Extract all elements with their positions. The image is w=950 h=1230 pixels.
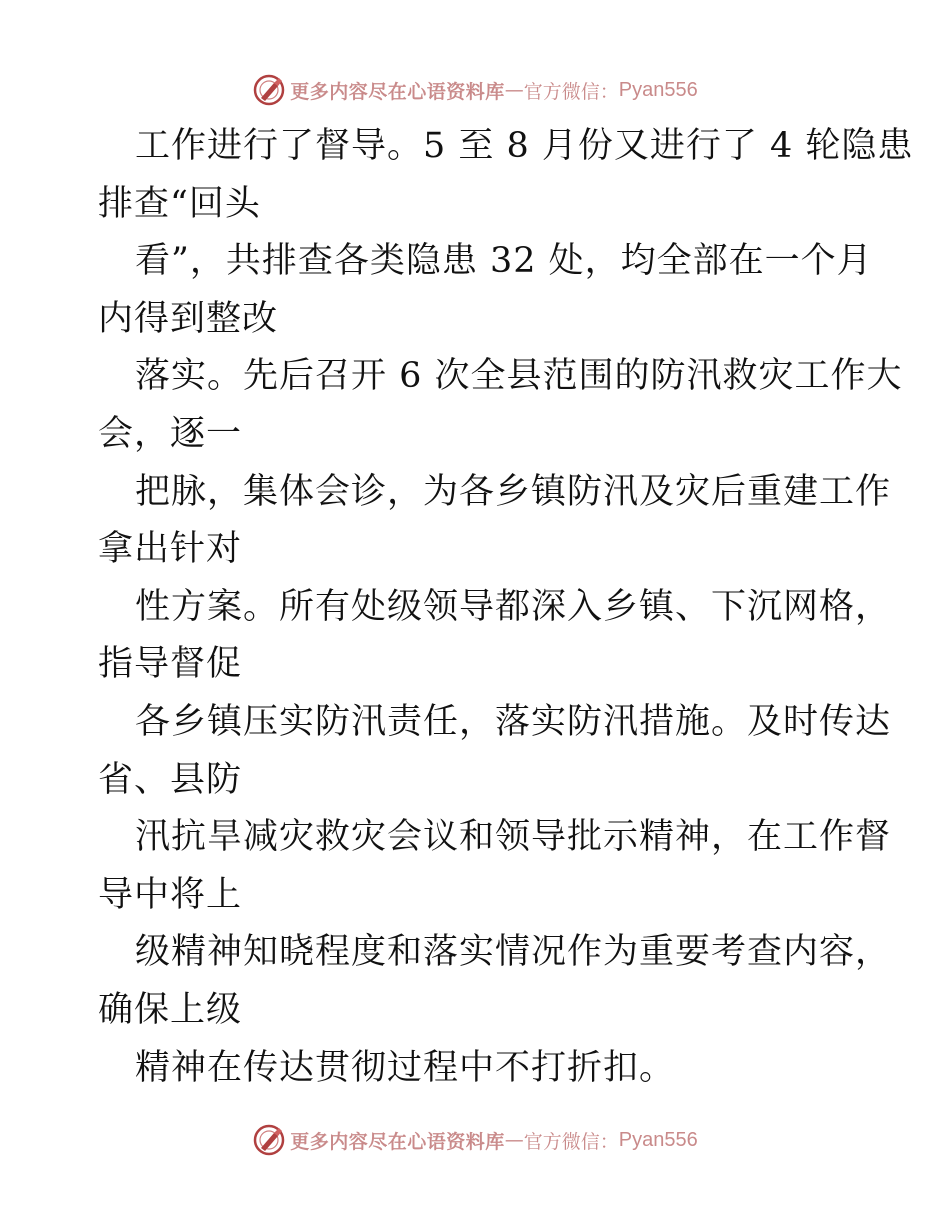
pen-nib-circle-icon: [252, 73, 286, 107]
text-line: 导中将上: [98, 874, 243, 915]
watermark-id: Pyan556: [618, 78, 698, 101]
text-line: 看”，共排查各类隐患 32 处，均全部在一个月: [135, 241, 873, 282]
text-line: 内得到整改: [98, 298, 279, 339]
text-line: 排查“回头: [98, 183, 261, 224]
watermark-id: Pyan556: [618, 1128, 698, 1151]
text-line: 精神在传达贯彻过程中不打折扣。: [135, 1047, 676, 1088]
footer-watermark: [0, 1120, 950, 1160]
text-line: 级精神知晓程度和落实情况作为重要考查内容，: [135, 932, 892, 973]
text-line: 汛抗旱减灾救灾会议和领导批示精神，在工作督: [135, 817, 892, 858]
watermark-label: 官方微信：: [523, 1130, 619, 1153]
text-line: 工作进行了督导。5 至 8 月份又进行了 4 轮隐患: [135, 126, 914, 166]
text-line: 省、县防: [98, 759, 243, 800]
pen-nib-circle-icon: [252, 1123, 286, 1157]
document-body: [98, 118, 914, 1097]
text-line: 指导督促: [98, 644, 243, 685]
text-line: 落实。先后召开 6 次全县范围的防汛救灾工作大: [135, 356, 903, 397]
text-line: 把脉，集体会诊，为各乡镇防汛及灾后重建工作: [135, 471, 892, 512]
text-line: 各乡镇压实防汛责任，落实防汛措施。及时传达: [135, 701, 892, 742]
watermark-main-text: 更多内容尽在心语资料库: [290, 80, 505, 103]
text-line: 性方案。所有处级领导都深入乡镇、下沉网格，: [135, 586, 892, 627]
text-line: 会，逐一: [98, 413, 243, 454]
watermark-dash: —: [504, 79, 524, 101]
watermark-dash: —: [504, 1129, 524, 1151]
text-line: 拿出针对: [98, 529, 243, 570]
text-line: 确保上级: [98, 989, 243, 1030]
watermark-label: 官方微信：: [523, 80, 619, 103]
header-watermark: [0, 70, 950, 110]
watermark-main-text: 更多内容尽在心语资料库: [290, 1130, 505, 1153]
